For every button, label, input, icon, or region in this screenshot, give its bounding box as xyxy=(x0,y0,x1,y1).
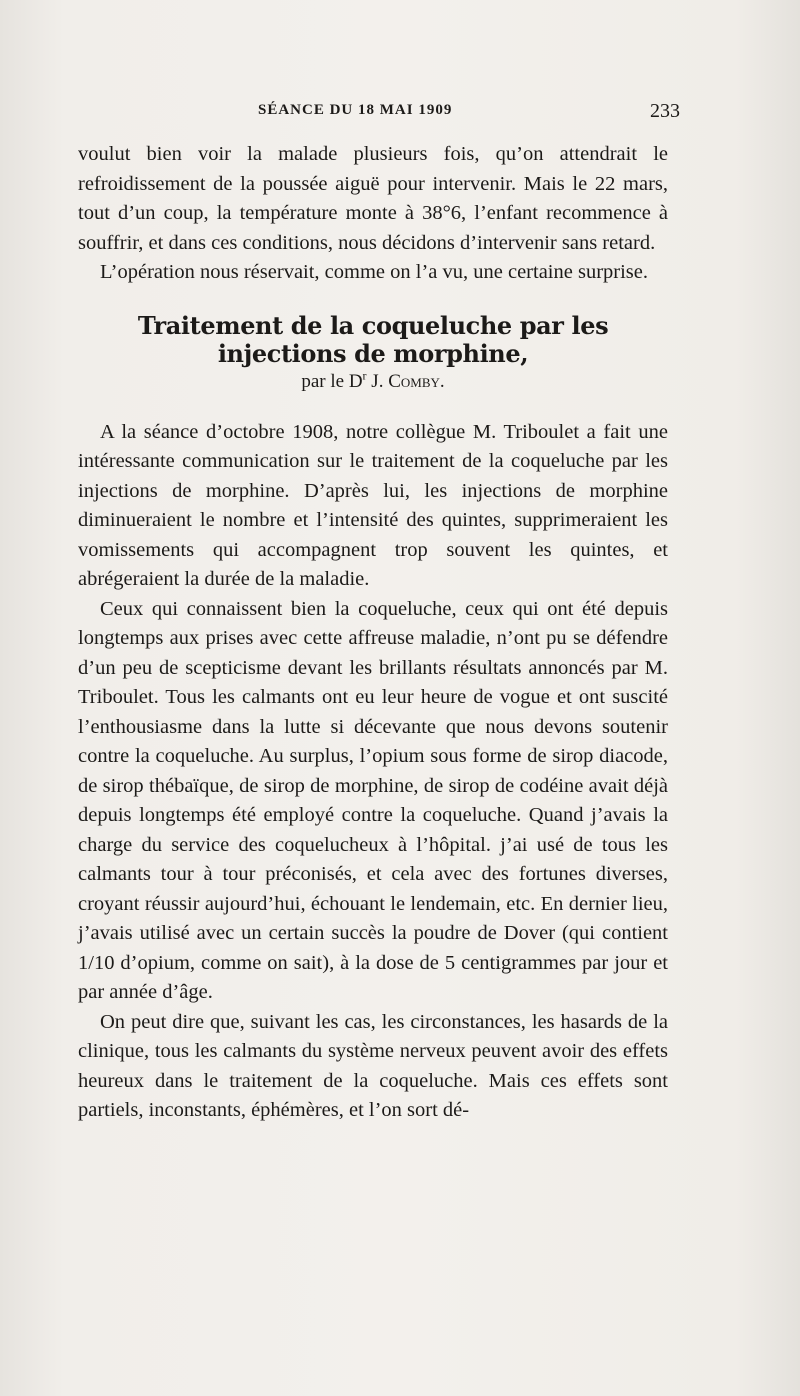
article-title: Traitement de la coqueluche par les injections de morphine, xyxy=(137,310,609,368)
page-number: 233 xyxy=(650,100,680,122)
byline-superscript: r xyxy=(362,368,367,383)
byline-prefix: par le D xyxy=(301,370,363,392)
page-header xyxy=(78,100,680,128)
continued-paragraph: voulut bien voir la malade plusieurs fois, qu’on attendrait le refroidissement de la poussée aiguë pour intervenir. Mais le 22 mars, tout d’un coup, la température monte à 38°6, l’enfant recommence à souffrir, et dans ces conditions, nous décidons d’intervenir sans retard. xyxy=(78,143,668,254)
article-byline xyxy=(78,368,668,396)
running-head: SÉANCE DU 18 MAI 1909 xyxy=(258,102,453,118)
paragraph: L’opération nous réservait, comme on l’a vu, une certaine surprise. xyxy=(100,261,649,283)
body-text xyxy=(78,140,668,1126)
paragraph: On peut dire que, suivant les cas, les circonstances, les hasards de la clinique, tous les calmants du système nerveux peuvent avoir des effets heureux dans le traitement de la coqueluche. Mais ces effets sont partiels, inconstants, éphémères, et l’on sort dé- xyxy=(78,1010,668,1121)
author-name: Comby. xyxy=(388,370,445,392)
byline-initial: J. xyxy=(371,370,384,392)
paragraph: A la séance d’octobre 1908, notre collègue M. Triboulet a fait une intéressante communication sur le traitement de la coqueluche par les injections de morphine. D’après lui, les injections de morphine diminueraient le nombre et l’intensité des quintes, supprimeraient les vomissements qui accompagnent trop souvent les quintes, et abrégeraient la durée de la maladie. xyxy=(78,420,668,590)
paragraph: Ceux qui connaissent bien la coqueluche, ceux qui ont été depuis longtemps aux prises avec cette affreuse maladie, n’ont pu se défendre d’un peu de scepticisme devant les brillants résultats annoncés par M. Triboulet. Tous les calmants ont eu leur heure de vogue et ont suscité l’enthousiasme dans la lutte si décevante que nous devons soutenir contre la coqueluche. Au surplus, l’opium sous forme de sirop diacode, de sirop thébaïque, de sirop de morphine, de sirop de codéine avait déjà depuis longtemps été employé contre la coqueluche. Quand j’avais la charge du service des coquelucheux à l’hôpital. j’ai usé de tous les calmants tour à tour préconisés, et cela avec des fortunes diverses, croyant réussir aujourd’hui, échouant le lendemain, etc. En dernier lieu, j’avais utilisé avec un certain succès la poudre de Dover (qui contient 1/10 d’opium, comme on sait), à la dose de 5 centigrammes par jour et par année d’âge. xyxy=(78,597,668,1003)
